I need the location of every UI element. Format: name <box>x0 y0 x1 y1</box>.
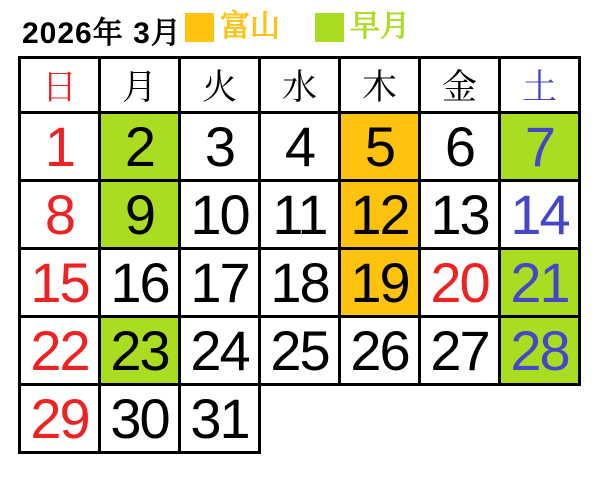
week-row-4 <box>20 317 580 385</box>
legend-toyama-swatch <box>185 13 214 42</box>
weekday-wed: 水 <box>260 58 340 113</box>
weekday-tue: 火 <box>180 58 260 113</box>
legend-hayatsuki-label: 早月 <box>350 10 410 43</box>
empty-cell <box>260 385 340 453</box>
day-cell-14: 14 <box>500 181 580 249</box>
empty-cell <box>500 385 580 453</box>
day-cell-9: 9 <box>100 181 180 249</box>
day-cell-1: 1 <box>20 113 100 181</box>
day-cell-7: 7 <box>500 113 580 181</box>
day-cell-8: 8 <box>20 181 100 249</box>
day-cell-19: 19 <box>340 249 420 317</box>
day-cell-25: 25 <box>260 317 340 385</box>
calendar-table <box>18 56 581 454</box>
week-row-2 <box>20 181 580 249</box>
weekday-fri: 金 <box>420 58 500 113</box>
day-cell-23: 23 <box>100 317 180 385</box>
day-cell-27: 27 <box>420 317 500 385</box>
day-cell-6: 6 <box>420 113 500 181</box>
day-cell-29: 29 <box>20 385 100 453</box>
day-cell-28: 28 <box>500 317 580 385</box>
day-cell-4: 4 <box>260 113 340 181</box>
day-cell-5: 5 <box>340 113 420 181</box>
day-cell-31: 31 <box>180 385 260 453</box>
day-cell-13: 13 <box>420 181 500 249</box>
weekday-sun: 日 <box>20 58 100 113</box>
week-row-3 <box>20 249 580 317</box>
day-cell-22: 22 <box>20 317 100 385</box>
day-cell-2: 2 <box>100 113 180 181</box>
legend-toyama <box>185 12 280 42</box>
day-cell-11: 11 <box>260 181 340 249</box>
legend-hayatsuki <box>315 12 410 42</box>
empty-cell <box>420 385 500 453</box>
day-cell-15: 15 <box>20 249 100 317</box>
weekday-sat: 土 <box>500 58 580 113</box>
day-cell-20: 20 <box>420 249 500 317</box>
day-cell-21: 21 <box>500 249 580 317</box>
weekday-header-row <box>20 58 580 113</box>
week-row-1 <box>20 113 580 181</box>
week-row-5 <box>20 385 580 453</box>
weekday-thu: 木 <box>340 58 420 113</box>
page-title: 2026年 3月 <box>22 17 182 50</box>
day-cell-12: 12 <box>340 181 420 249</box>
weekday-mon: 月 <box>100 58 180 113</box>
legend-hayatsuki-swatch <box>315 13 344 42</box>
day-cell-26: 26 <box>340 317 420 385</box>
day-cell-18: 18 <box>260 249 340 317</box>
day-cell-30: 30 <box>100 385 180 453</box>
day-cell-24: 24 <box>180 317 260 385</box>
day-cell-3: 3 <box>180 113 260 181</box>
day-cell-10: 10 <box>180 181 260 249</box>
legend-toyama-label: 富山 <box>220 10 280 43</box>
day-cell-17: 17 <box>180 249 260 317</box>
day-cell-16: 16 <box>100 249 180 317</box>
empty-cell <box>340 385 420 453</box>
